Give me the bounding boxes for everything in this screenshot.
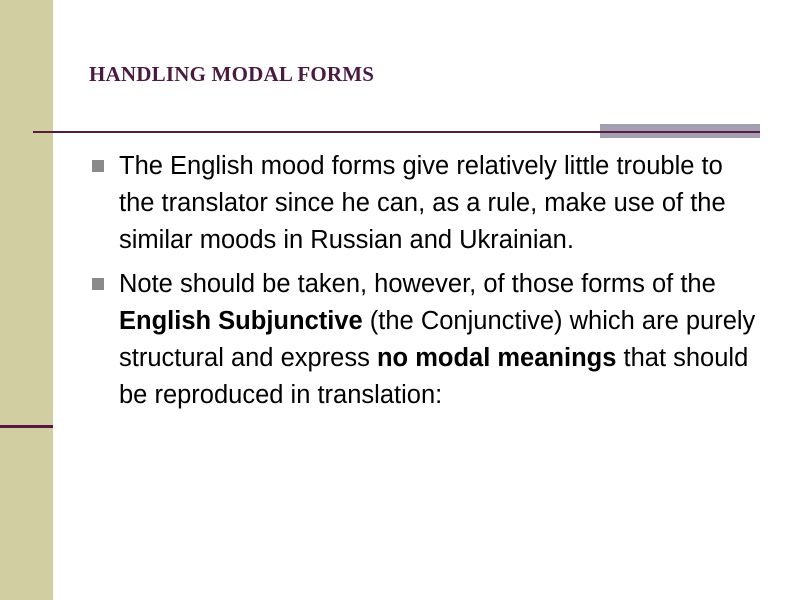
bullet-text	[119, 270, 755, 409]
title-divider-accent	[600, 124, 760, 138]
slide-title: HANDLING MODAL FORMS	[89, 62, 375, 86]
bullet-item	[90, 266, 760, 414]
square-bullet-icon	[92, 278, 104, 290]
bullet-item	[90, 148, 760, 259]
bullet-text-segment: (the Conjunctive) which are purely structural and express	[119, 307, 756, 372]
bullet-text	[119, 152, 726, 254]
bullet-list	[90, 148, 760, 421]
bullet-text-segment: that should be reproduced in translation:	[119, 344, 749, 409]
sidebar-decoration	[0, 0, 53, 600]
square-bullet-icon	[92, 160, 104, 172]
bullet-text-emphasis: English Subjunctive	[119, 307, 363, 335]
bullet-text-segment: Note should be taken, however, of those forms of the	[119, 270, 716, 298]
bullet-text-segment: The English mood forms give relatively little trouble to the translator since he can, as a rule, make use of the similar moods in Russian and Ukrainian.	[119, 152, 726, 254]
bullet-text-emphasis: no modal meanings	[376, 344, 617, 372]
sidebar-accent-line	[0, 425, 53, 428]
